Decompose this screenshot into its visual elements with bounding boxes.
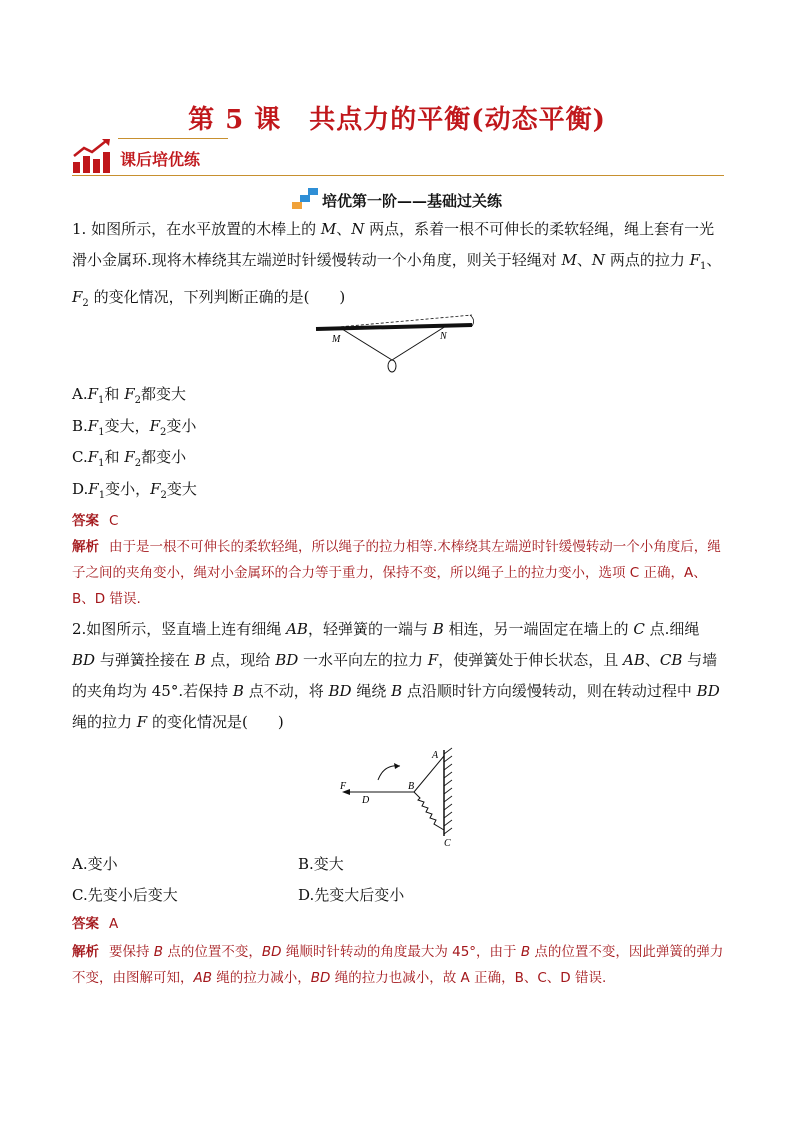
label-M: M [332, 334, 341, 345]
q1-option-a[interactable]: $A.F_1$和 $F_2$都变大 [72, 385, 186, 406]
header-top-rule [118, 138, 228, 139]
label-F: F [340, 781, 347, 792]
spring [414, 792, 444, 830]
question-1-stem: 1. 如图所示，在水平放置的木棒上的 M、N 两点，系着一根不可伸长的柔软轻绳，绳上套有一光滑小金属环.现将木棒绕其左端逆时针缓慢转动一个小角度，则关于轻绳对 M、N 两点的拉力 $F_1$、$F_2$ 的变化情况，下列判断正确的是( ) [72, 220, 722, 309]
q2-option-a[interactable]: A.变小 [72, 855, 118, 873]
wall-hatching [444, 748, 452, 834]
label-C: C [444, 838, 451, 848]
label-D: D [362, 795, 370, 806]
q2-analysis: 解析 要保持 B 点的位置不变，BD 绳顺时针转动的角度最大为 45°，由于 B 点的位置不变，因此弹簧的弹力不变，由图解可知，AB 绳的拉力减小，BD 绳的拉力也减小，故 A 正确，B、C、D 错误. [72, 944, 724, 986]
q1-option-b[interactable]: $B.F_1$变大，$F_2$变小 [72, 417, 197, 438]
rope-right [392, 326, 446, 360]
question-1-figure [312, 312, 484, 374]
section-label: 课后培优练 [120, 150, 201, 169]
label-A: A [432, 750, 439, 761]
section-header [72, 138, 724, 178]
header-rule [72, 175, 724, 176]
rotation-arrow-head [394, 763, 400, 769]
rope-left [342, 329, 392, 360]
rope-AB [414, 756, 444, 792]
question-2-figure [336, 744, 462, 848]
wooden-rod [316, 325, 472, 329]
q1-analysis: 解析 由于是一根不可伸长的柔软轻绳，所以绳子的拉力相等.木棒绕其左端逆时针缓慢转动一个小角度后，绳子之间的夹角变小，绳对小金属环的合力等于重力，保持不变，所以绳子上的拉力变小，选项 C 正确，A、B、D 错误. [72, 539, 721, 607]
label-N: N [440, 331, 447, 342]
subsection-label: 培优第一阶——基础过关练 [321, 192, 502, 210]
q1-option-c[interactable]: $C.F_1$和 $F_2$都变小 [72, 448, 187, 469]
q1-answer: 答案 C [72, 513, 119, 529]
metal-ring [388, 360, 396, 372]
q2-answer: 答案 A [72, 916, 119, 932]
q2-option-d[interactable]: D.先变大后变小 [298, 886, 405, 904]
lesson-title: 共点力的平衡(动态平衡) [309, 105, 606, 135]
growth-chart-icon [72, 138, 118, 174]
subsection-title [0, 188, 794, 211]
page-title [0, 99, 794, 136]
question-2-stem: 2.如图所示，竖直墙上连有细绳 AB，轻弹簧的一端与 B 相连，另一端固定在墙上的 C 点.细绳 BD 与弹簧拴接在 B 点，现给 BD 一水平向左的拉力 F，使弹簧处于伸长状态，且 AB、CB 与墙的夹角均为 45°.若保持 B 点不动，将 BD 绳绕 B 点沿顺时针方向缓慢转动，则在转动过程中 BD 绳的拉力 F 的变化情况是( ) [72, 620, 720, 731]
q2-option-c[interactable]: C.先变小后变大 [72, 886, 178, 904]
label-B: B [408, 781, 415, 792]
q1-option-d[interactable]: $D.F_1$变小，$F_2$变大 [72, 480, 197, 501]
q2-option-b[interactable]: B.变大 [298, 855, 344, 873]
stairs-icon [292, 188, 318, 210]
lesson-number: 第 5 课 [188, 105, 282, 135]
